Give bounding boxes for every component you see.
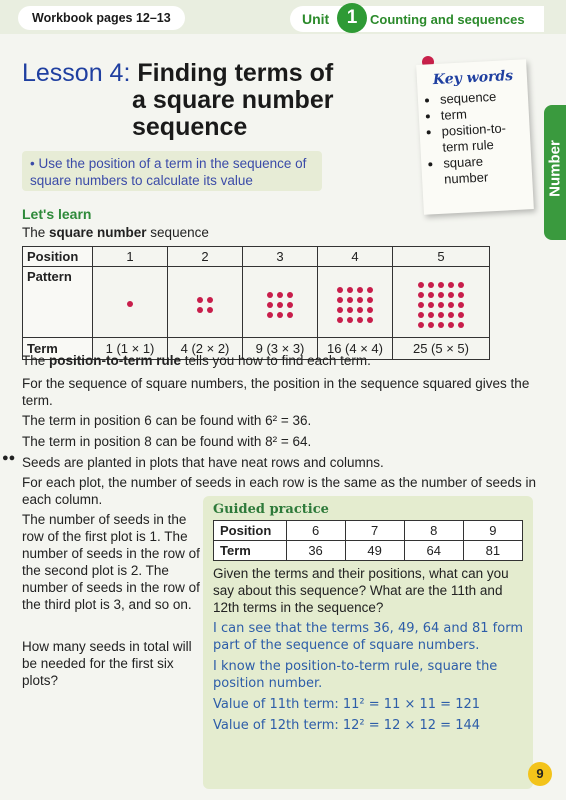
pattern-dot <box>127 301 133 307</box>
dot-pattern <box>418 282 464 328</box>
objective-text: Use the position of a term in the sequence of square numbers to calculate its value <box>30 156 307 188</box>
key-words-card <box>416 59 534 215</box>
pattern-dot <box>438 282 444 288</box>
table-cell: 25 (5 × 5) <box>393 338 490 360</box>
pattern-dot <box>347 307 353 313</box>
rule-bold: position-to-term rule <box>49 353 182 368</box>
table-cell: 6 <box>286 521 345 541</box>
pair-work-icon: ●● <box>2 452 16 464</box>
pattern-dot <box>458 322 464 328</box>
unit-label: Unit <box>302 11 330 27</box>
table-cell: 36 <box>286 541 345 561</box>
guided-answer: I know the position-to-term rule, square the position number. <box>213 659 498 691</box>
lesson-number: Lesson 4: <box>22 59 131 87</box>
key-words-title: Key words <box>432 67 514 89</box>
pattern-dot <box>347 297 353 303</box>
pattern-dot <box>357 317 363 323</box>
learning-objective <box>22 151 322 191</box>
pattern-dot <box>357 297 363 303</box>
paragraph: The term in position 6 can be found with 6² = 36. <box>22 413 312 428</box>
pattern-dot <box>458 292 464 298</box>
pattern-dot <box>458 312 464 318</box>
pattern-cell <box>393 267 490 338</box>
pattern-dot <box>428 282 434 288</box>
pattern-dot <box>207 297 213 303</box>
table-cell: 2 <box>168 247 243 267</box>
pattern-dot <box>438 292 444 298</box>
table-cell: 4 (2 × 2) <box>168 338 243 360</box>
pattern-dot <box>197 297 203 303</box>
table-cell: 8 <box>404 521 463 541</box>
row-label: Pattern <box>23 267 93 338</box>
pattern-dot <box>357 307 363 313</box>
lesson-title-line1: Finding terms of <box>137 59 334 87</box>
pattern-dot <box>337 297 343 303</box>
pattern-dot <box>337 307 343 313</box>
row-label: Position <box>214 521 287 541</box>
pattern-dot <box>287 312 293 318</box>
pattern-dot <box>347 287 353 293</box>
pattern-dot <box>418 302 424 308</box>
pattern-dot <box>428 312 434 318</box>
table-cell: 1 <box>93 247 168 267</box>
dot-pattern <box>267 292 293 318</box>
pattern-dot <box>438 322 444 328</box>
table-cell: 7 <box>345 521 404 541</box>
pattern-dot <box>448 322 454 328</box>
pattern-dot <box>448 302 454 308</box>
pattern-dot <box>337 317 343 323</box>
pattern-dot <box>428 302 434 308</box>
pattern-dot <box>448 282 454 288</box>
pattern-dot <box>267 292 273 298</box>
table-cell: 16 (4 × 4) <box>318 338 393 360</box>
pattern-dot <box>197 307 203 313</box>
key-words-list <box>428 88 523 189</box>
unit-number-badge: 1 <box>337 3 367 33</box>
pattern-dot <box>438 302 444 308</box>
pattern-dot <box>267 312 273 318</box>
row-label: Term <box>214 541 287 561</box>
pattern-dot <box>458 302 464 308</box>
guided-practice-table <box>213 520 523 561</box>
pattern-dot <box>367 287 373 293</box>
table-cell: 81 <box>463 541 522 561</box>
pattern-dot <box>418 312 424 318</box>
table-cell: 3 <box>243 247 318 267</box>
pattern-cell <box>318 267 393 338</box>
pattern-dot <box>347 317 353 323</box>
page-number: 9 <box>528 762 552 786</box>
guided-practice-box <box>203 496 533 789</box>
guided-question: Given the terms and their positions, what can you say about this sequence? What are the 11th and 12th terms in the sequence? <box>213 566 509 615</box>
pattern-dot <box>287 292 293 298</box>
row-label: Term <box>23 338 93 360</box>
paragraph: Seeds are planted in plots that have neat rows and columns. <box>22 455 384 470</box>
table-cell: 64 <box>404 541 463 561</box>
pattern-cell <box>93 267 168 338</box>
guided-answer: I can see that the terms 36, 49, 64 and 81 form part of the sequence of square numbers. <box>213 621 523 653</box>
table-cell: 49 <box>345 541 404 561</box>
caption-after: sequence <box>146 225 209 240</box>
paragraph: For the sequence of square numbers, the position in the sequence squared gives the term. <box>22 376 530 408</box>
key-word: • square number <box>443 152 523 188</box>
square-sequence-caption <box>22 225 209 240</box>
pattern-dot <box>458 282 464 288</box>
bullet-icon: • <box>30 156 39 171</box>
key-word: • sequence <box>440 88 519 108</box>
rule-after: tells you how to find each term. <box>181 353 371 368</box>
row-label: Position <box>23 247 93 267</box>
guided-answer: Value of 12th term: 12² = 12 × 12 = 144 <box>213 718 481 733</box>
pattern-dot <box>448 292 454 298</box>
pattern-dot <box>287 302 293 308</box>
guided-practice-title: Guided practice <box>213 502 329 517</box>
unit-title: Counting and sequences <box>370 12 525 27</box>
key-word: • position-to-term rule <box>441 120 521 156</box>
dot-pattern <box>197 297 213 313</box>
pattern-dot <box>418 282 424 288</box>
pattern-dot <box>367 297 373 303</box>
pattern-dot <box>418 292 424 298</box>
table-cell: 5 <box>393 247 490 267</box>
table-cell: 4 <box>318 247 393 267</box>
pattern-dot <box>438 312 444 318</box>
dot-pattern <box>337 287 373 323</box>
pattern-dot <box>367 307 373 313</box>
table-cell: 1 (1 × 1) <box>93 338 168 360</box>
lets-learn-heading: Let's learn <box>22 206 92 222</box>
pattern-dot <box>418 322 424 328</box>
pattern-dot <box>428 322 434 328</box>
paragraph: The term in position 8 can be found with 8² = 64. <box>22 434 312 449</box>
pattern-dot <box>367 317 373 323</box>
caption-before: The <box>22 225 50 240</box>
rule-before: The <box>22 353 50 368</box>
lesson-title <box>22 60 382 141</box>
pattern-dot <box>428 292 434 298</box>
pattern-dot <box>357 287 363 293</box>
table-cell: 9 (3 × 3) <box>243 338 318 360</box>
paragraph: For each plot, the number of seeds in each row is the same as the number of seeds in each column. <box>22 475 537 507</box>
paragraph: How many seeds in total will be needed for the first six plots? <box>22 639 192 688</box>
rule-paragraph <box>22 352 542 369</box>
pattern-dot <box>448 312 454 318</box>
lesson-title-line3: sequence <box>132 113 248 141</box>
table-cell: 9 <box>463 521 522 541</box>
pattern-dot <box>337 287 343 293</box>
lesson-title-line2: a square number <box>132 86 334 114</box>
square-number-table <box>22 246 490 360</box>
dot-pattern <box>127 301 133 307</box>
paragraph: The number of seeds in the row of the first plot is 1. The number of seeds in the row of the second plot is 2. The number of seeds in the row of the third plot is 3, and so on. <box>22 512 200 612</box>
key-word: • term <box>440 104 519 124</box>
side-tab-label: Number <box>546 140 564 197</box>
pattern-dot <box>267 302 273 308</box>
pattern-dot <box>277 292 283 298</box>
pattern-dot <box>207 307 213 313</box>
pattern-dot <box>277 312 283 318</box>
pattern-dot <box>277 302 283 308</box>
caption-bold: square number <box>49 225 147 240</box>
guided-answer: Value of 11th term: 11² = 11 × 11 = 121 <box>213 697 481 712</box>
pattern-cell <box>168 267 243 338</box>
pattern-cell <box>243 267 318 338</box>
workbook-pages-label: Workbook pages 12–13 <box>18 6 185 30</box>
